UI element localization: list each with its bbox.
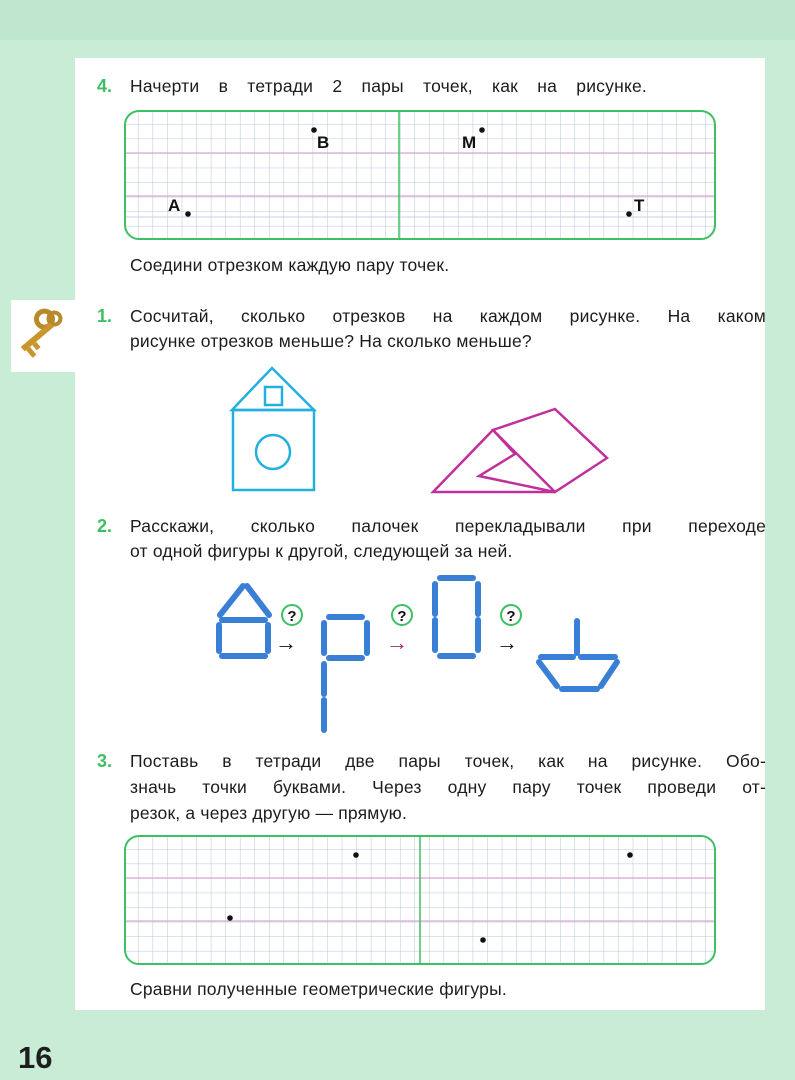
key-marker: [11, 300, 75, 372]
stick-p-shape: [324, 617, 367, 730]
task3-line2: значь точки буквами. Через одну пару точек проведи от-: [130, 777, 766, 797]
point: [480, 937, 486, 943]
stick-boat: [539, 621, 617, 689]
question-icon: [282, 605, 302, 625]
task1-number: 1.: [97, 306, 113, 326]
task4-after-text: Соедини отрезком каждую пару точек.: [130, 255, 450, 275]
tent-figure: [433, 409, 607, 492]
point: [227, 915, 233, 921]
point-label-b: B: [317, 133, 330, 152]
task1-figures: [225, 360, 625, 500]
task4-grid: [124, 110, 716, 240]
task2-line1: Расскажи, сколько палочек перекладывали при переходе: [130, 516, 766, 536]
page-number: 16: [18, 1040, 53, 1075]
arrow-right-icon: →: [275, 630, 297, 655]
point-label-m: M: [462, 133, 477, 152]
house-figure: [232, 368, 314, 490]
top-stripe: [0, 0, 795, 40]
point: [627, 852, 633, 858]
point-label-a: A: [168, 196, 181, 215]
arrow-right-icon: →: [386, 630, 408, 655]
stick-house: [219, 586, 269, 656]
task1-line1: Сосчитай, сколько отрезков на каждом рисунке. На каком: [130, 306, 766, 326]
arrow-right-icon: →: [496, 630, 518, 655]
task3-number: 3.: [97, 751, 113, 771]
task4-text: Начерти в тетради 2 пары точек, как на рисунке.: [130, 76, 647, 96]
question-mark-3: ?: [506, 608, 516, 625]
question-mark-2: ?: [397, 608, 407, 625]
task3-after-text: Сравни полученные геометрические фигуры.: [130, 979, 507, 999]
task3-grid: [124, 835, 716, 965]
question-icon: [392, 605, 412, 625]
task2-line2: от одной фигуры к другой, следующей за ней.: [130, 541, 513, 561]
task1-line2: рисунке отрезков меньше? На сколько меньше?: [130, 331, 532, 351]
question-icon: [501, 605, 521, 625]
task3-line1: Поставь в тетради две пары точек, как на рисунке. Обо-: [130, 751, 766, 771]
task2-stick-figures: [205, 565, 645, 740]
question-mark-1: ?: [287, 608, 297, 625]
point-label-t: T: [634, 196, 645, 215]
stick-rectangle: [435, 578, 478, 656]
task4-number: 4.: [97, 76, 113, 96]
point: [353, 852, 359, 858]
task3-line3: резок, а через другую — прямую.: [130, 803, 408, 823]
task2-number: 2.: [97, 516, 113, 536]
key-icon: [11, 300, 75, 372]
